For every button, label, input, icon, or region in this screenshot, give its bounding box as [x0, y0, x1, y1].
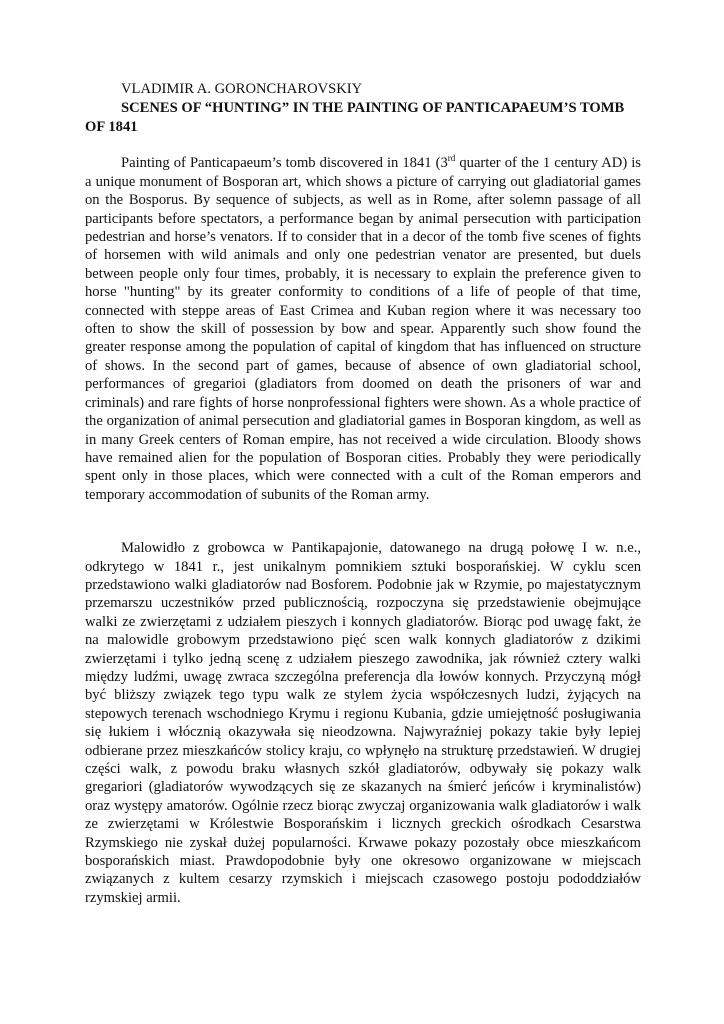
ordinal-superscript: rd: [447, 153, 456, 164]
abstract-english-rest: quarter of the 1 century AD) is a unique monument of Bosporan art, which shows a picture of carrying out gladiatorial games on the Bosporus. By sequence of subjects, as well as in Rome, after solemn passage of all participants before spectators, a performance began by animal persecution with participation pedestrian and horse’s venators. If to consider that in a decor of the tomb five scenes of fights of horsemen with wild animals and only one pedestrian venator are presented, but duels between people only four times, probably, it is necessary to explain the preference given to horse "hunting" by its greater conformity to conditions of a life of people of that time, connected with steppe areas of East Crimea and Kuban region where it was necessary too often to show the skill of possession by bow and spear. Apparently such show found the greater response among the population of capital of kingdom that has influenced on structure of shows. In the second part of games, because of absence of own gladiatorial school, performances of gregarioi (gladiators from doomed on death the prisoners of war and criminals) and rare fights of horse nonprofessional fighters were shown. As a whole practice of the organization of animal persecution and gladiatorial games in Bosporan kingdom, as well as in many Greek centers of Roman empire, has not received a wide circulation. Bloody shows have remained alien for the population of Bosporan cities. Probably they were periodically spent only in those places, which were connected with a cult of the Roman emperors and temporary accommodation of subunits of the Roman army.: [85, 155, 641, 503]
abstract-english-start: Painting of Panticapaeum’s tomb discovered in 1841 (3: [121, 155, 448, 172]
article-title: SCENES OF “HUNTING” IN THE PAINTING OF PANTICAPAEUM’S TOMB OF 1841: [85, 100, 625, 136]
author-name: VLADIMIR A. GORONCHAROVSKIY: [121, 81, 363, 97]
abstract-polish: Malowidło z grobowca w Pantikapajonie, datowanego na drugą połowę I w. n.e., odkrytego w 1841 r., jest unikalnym pomnikiem sztuki bosporańskiej. W cyklu scen przedstawiono walki gladiatorów nad Bosforem. Podobnie jak w Rzymie, po majestatycznym przemarszu uczestników przed publicznością, rozpoczyna się przedstawienie obejmujące walki ze zwierzętami z udziałem pieszych i konnych gladiatorów. Biorąc pod uwagę fakt, że na malowidle grobowym przedstawiono pięć scen walk konnych gladiatorów z dzikimi zwierzętami i tylko jedną scenę z udziałem pieszego zawodnika, jak również cztery walki między ludźmi, uwagę zwraca szczególna preferencja dla łowów konnych. Przyczyną mógł być bliższy związek tego typu walk ze stylem życia współczesnych ludzi, żyjących na stepowych terenach wschodniego Krymu i regionu Kubania, gdzie umiejętność posługiwania się łukiem i włócznią okazywała się nieodzowna. Najwyraźniej pokazy takie były lepiej odbierane przez mieszkańców stolicy kraju, co wpłynęło na strukturę przedstawień. W drugiej części walk, z powodu braku własnych szkół gladiatorów, odbywały się pokazy walk gregariori (gladiatorów wywodzących się ze skazanych na śmierć jeńców i kryminalistów) oraz występy amatorów. Ogólnie rzecz biorąc zwyczaj organizowania walk gladiatorów i walk ze zwierzętami w Królestwie Bosporańskim i licznych greckich ośrodkach Cesarstwa Rzymskiego nie zyskał dużej popularności. Krwawe pokazy pozostały obce mieszkańcom bosporańskich miast. Prawdopodobnie były one okresowo organizowane w miejscach związanych z kultem cesarzy rzymskich i miejscach czasowego postoju pododdziałów rzymskiej armii.: [85, 540, 641, 906]
abstract-english: [85, 154, 641, 504]
page: [85, 80, 641, 907]
